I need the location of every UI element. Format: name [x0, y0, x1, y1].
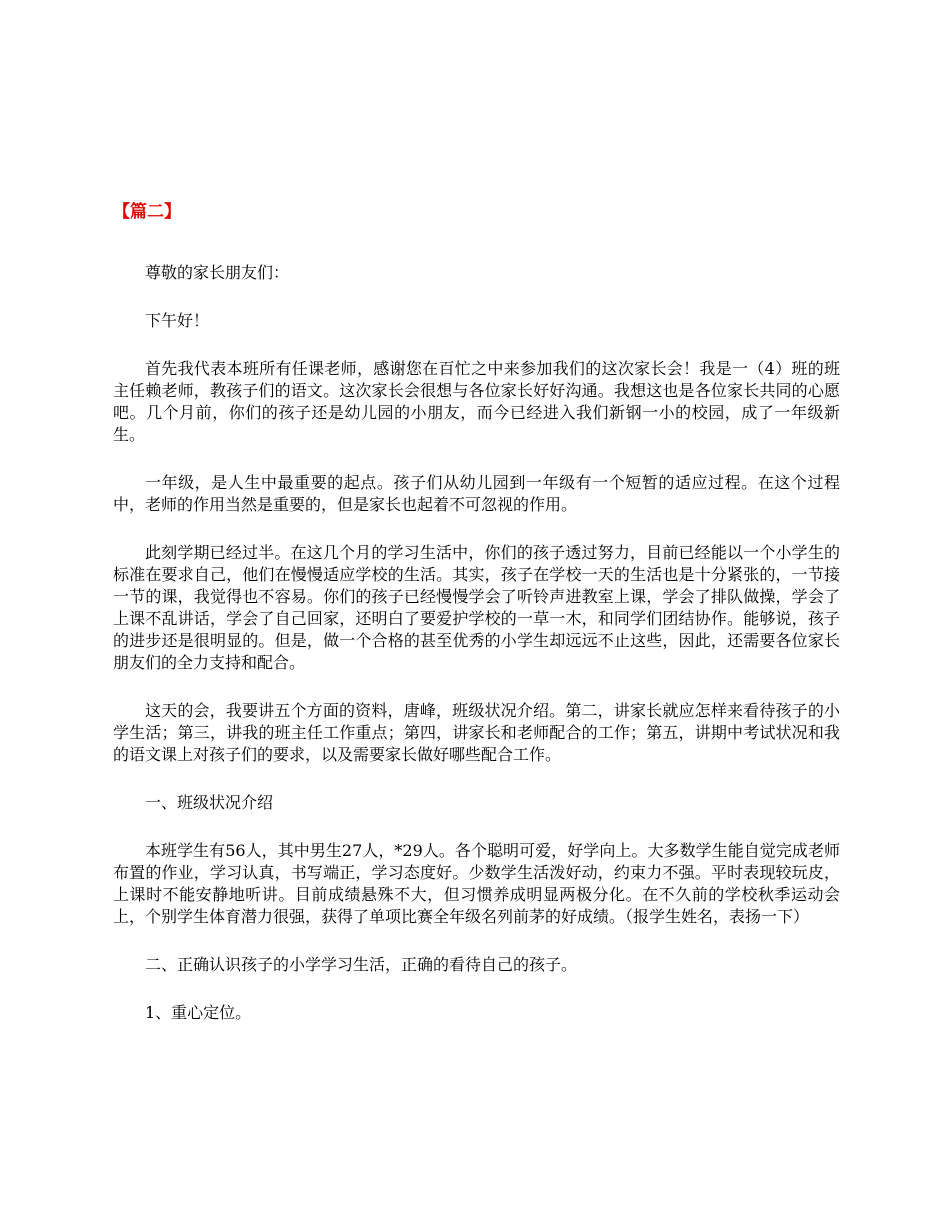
section-heading: 【篇二】: [113, 202, 181, 222]
section-two-title: 二、正确认识孩子的小学学习生活，正确的看待自己的孩子。: [145, 955, 578, 974]
document-body: [113, 262, 840, 1050]
agenda-paragraph: 这天的会，我要讲五个方面的资料，唐峰，班级状况介绍。第二，讲家长就应怎样来看待孩子的小学生活；第三，讲我的班主任工作重点；第四，讲家长和老师配合的工作；第五，讲期中考试状况和我的语文课上对孩子们的要求，以及需要家长做好哪些配合工作。: [113, 701, 840, 764]
greeting-paragraph: 尊敬的家长朋友们：: [145, 263, 290, 282]
subsection-title: 1、重心定位。: [145, 1003, 252, 1022]
section-one-title: 一、班级状况介绍: [145, 793, 274, 812]
semester-progress-paragraph: 此刻学期已经过半。在这几个月的学习生活中，你们的孩子透过努力，目前已经能以一个小学生的标准在要求自己，他们在慢慢适应学校的生活。其实，孩子在学校一天的生活也是十分紧张的，一节接一节的课，我觉得也不容易。你们的孩子已经慢慢学会了听铃声进教室上课，学会了排队做操，学会了上课不乱讲话，学会了自己回家，还明白了要爱护学校的一草一木，和同学们团结协作。能够说，孩子的进步还是很明显的。但是，做一个合格的甚至优秀的小学生却远远不止这些，因此，还需要各位家长朋友们的全力支持和配合。: [113, 543, 840, 672]
first-grade-paragraph: 一年级，是人生中最重要的起点。孩子们从幼儿园到一年级有一个短暂的适应过程。在这个过程中，老师的作用当然是重要的，但是家长也起着不可忽视的作用。: [113, 473, 840, 514]
class-status-paragraph: 本班学生有56人，其中男生27人，*29人。各个聪明可爱，好学向上。大多数学生能自觉完成老师布置的作业，学习认真，书写端正，学习态度好。少数学生活泼好动，约束力不强。平时表现较玩皮，上课时不能安静地听讲。目前成绩悬殊不大，但习惯养成明显两极分化。在不久前的学校秋季运动会上，个别学生体育潜力很强，获得了单项比赛全年级名列前茅的好成绩。（报学生姓名，表扬一下）: [113, 841, 840, 926]
salutation-paragraph: 下午好！: [145, 311, 210, 330]
intro-paragraph: 首先我代表本班所有任课老师，感谢您在百忙之中来参加我们的这次家长会！我是一（4）班的班主任赖老师，教孩子们的语文。这次家长会很想与各位家长好好沟通。我想这也是各位家长共同的心愿吧。几个月前，你们的孩子还是幼儿园的小朋友，而今已经进入我们新钢一小的校园，成了一年级新生。: [113, 359, 840, 444]
